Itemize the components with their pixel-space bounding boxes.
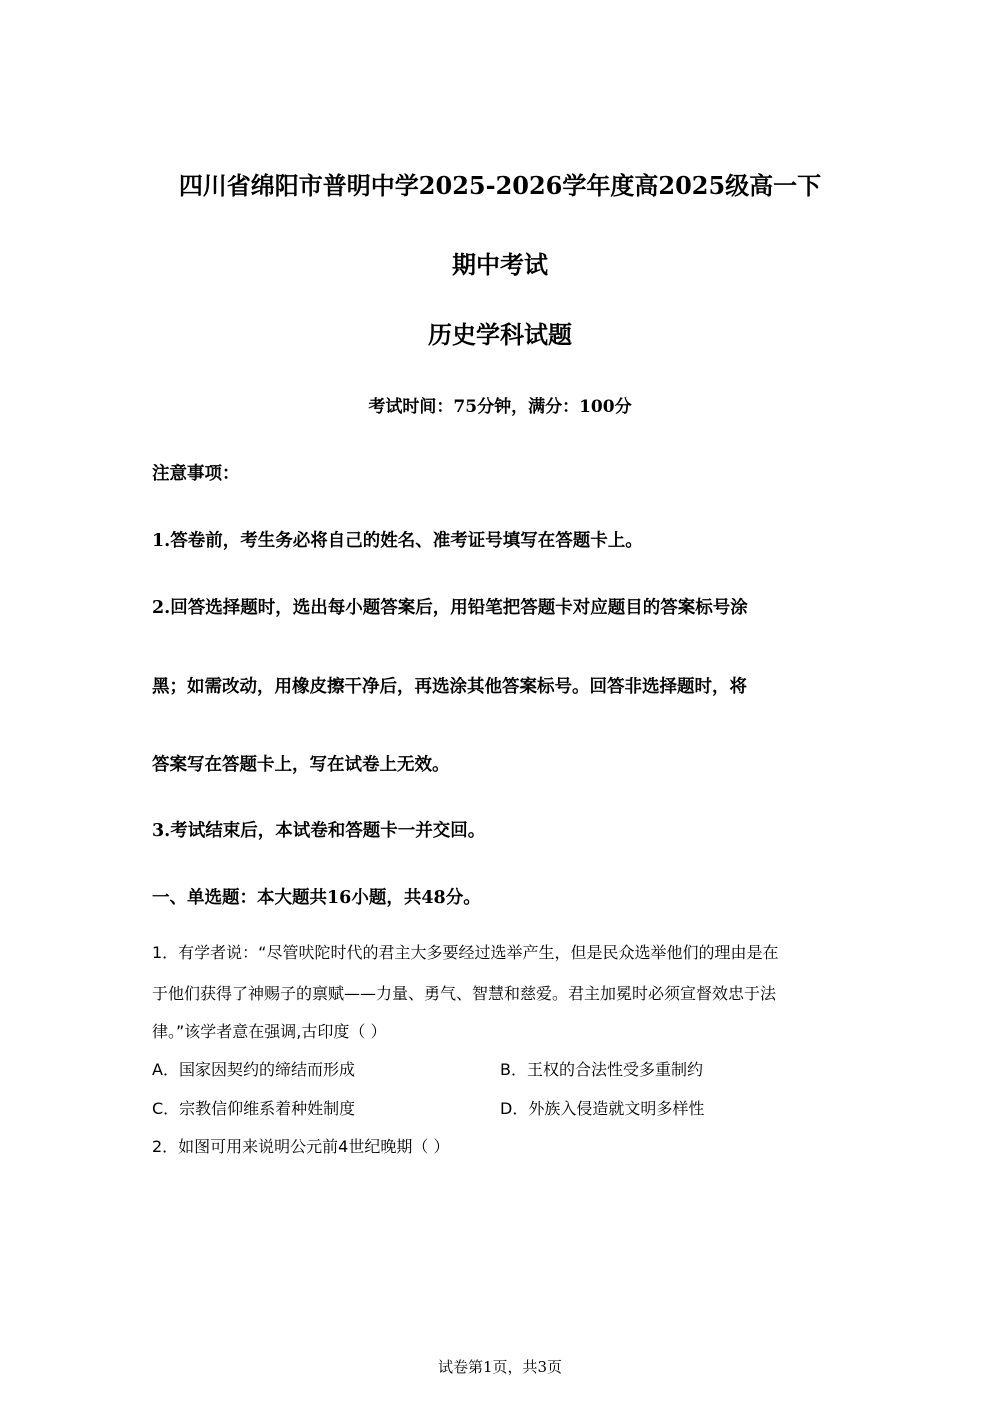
question-1-option-c: C．宗教信仰维系着种姓制度: [152, 1099, 356, 1118]
question-1-line3: 律。”该学者意在强调,古印度（ ）: [152, 1022, 387, 1041]
question-1-option-a: A．国家因契约的缔结而形成: [152, 1060, 355, 1079]
exam-title-line1: 四川省绵阳市普明中学2025-2026学年度高2025级高一下: [178, 171, 822, 200]
notes-heading: 注意事项：: [152, 464, 240, 484]
question-2-line1: 2．如图可用来说明公元前4世纪晚期（ ）: [152, 1137, 450, 1156]
exam-info: 考试时间：75分钟，满分：100分: [368, 397, 632, 417]
note-item-3: 3.考试结束后，本试卷和答题卡一并交回。: [152, 821, 486, 841]
subject-title: 历史学科试题: [428, 320, 572, 349]
note-item-2-line2: 黑；如需改动，用橡皮擦干净后，再选涂其他答案标号。回答非选择题时，将: [152, 677, 747, 697]
question-1-line2: 于他们获得了神赐子的禀赋——力量、勇气、智慧和慈爱。君主加冕时必须宣督效忠于法: [152, 984, 777, 1003]
exam-title-line2: 期中考试: [452, 250, 548, 279]
section-heading: 一、单选题：本大题共16小题，共48分。: [152, 888, 481, 908]
question-1-line1: 1．有学者说：“尽管吠陀时代的君主大多要经过选举产生，但是民众选举他们的理由是在: [152, 943, 779, 962]
note-item-1: 1.答卷前，考生务必将自己的姓名、准考证号填写在答题卡上。: [152, 531, 643, 551]
question-1-option-b: B．王权的合法性受多重制约: [500, 1060, 703, 1079]
note-item-2-line1: 2.回答选择题时，选出每小题答案后，用铅笔把答题卡对应题目的答案标号涂: [152, 598, 748, 618]
question-1-option-d: D．外族入侵造就文明多样性: [500, 1099, 705, 1118]
note-item-2-line3: 答案写在答题卡上，写在试卷上无效。: [152, 755, 450, 775]
page-footer: 试卷第1页，共3页: [437, 1358, 563, 1376]
